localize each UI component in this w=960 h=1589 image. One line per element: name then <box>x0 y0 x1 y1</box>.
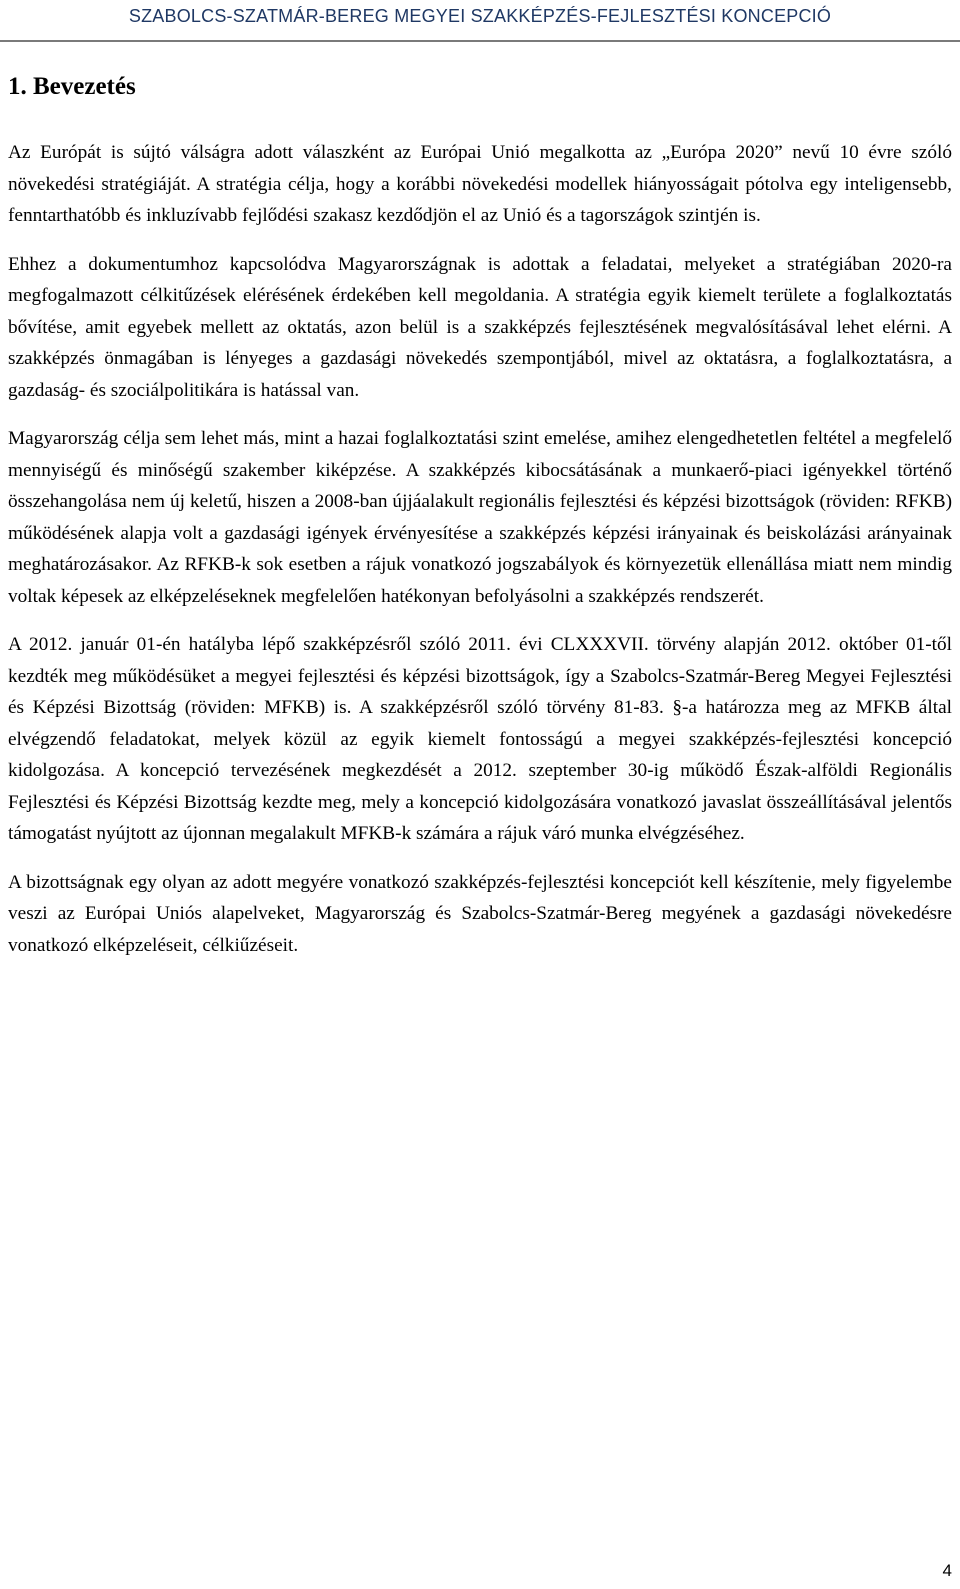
paragraph-2: Ehhez a dokumentumhoz kapcsolódva Magyarországnak is adottak a feladatai, melyeket a stratégiában 2020-ra megfogalmazott célkitűzések elérésének érdekében kell megoldania. A stratégia egyik kiemelt területe a foglalkoztatás bővítése, amit egyebek mellett az oktatás, azon belül is a szakképzés fejlesztésének megvalósításával lehet elérni. A szakképzés önmagában is lényeges a gazdasági növekedés szempontjából, mivel az oktatásra, a foglalkoztatásra, a gazdaság- és szociálpolitikára is hatással van. <box>8 253 952 401</box>
page-number: 4 <box>942 1561 952 1580</box>
paragraph-3: Magyarország célja sem lehet más, mint a hazai foglalkoztatási szint emelése, amihez elengedhetetlen feltétel a megfelelő mennyiségű és minőségű szakember kiképzése. A szakképzés kibocsátásának a munkaerő-piaci igényekkel történő összehangolása nem új keletű, hiszen a 2008-ban újjáalakult regionális fejlesztési és képzési bizottságok (röviden: RFKB) működésének alapja volt a gazdasági igények érvényesítése a szakképzés képzési irányainak és beiskolázási arányainak meghatározásakor. Az RFKB-k sok esetben a rájuk vonatkozó jogszabályok és környezetük ellenállása miatt nem mindig voltak képesek az elképzeléseknek megfelelően hatékonyan befolyásolni a szakképzés rendszerét. <box>8 428 952 607</box>
paragraph-1: Az Európát is sújtó válságra adott válaszként az Európai Unió megalkotta az „Európa 2020” nevű 10 évre szóló növekedési stratégiáját. A stratégia célja, hogy a korábbi növekedési modellek hiányosságait pótolva egy inteligensebb, fenntarthatóbb és inkluzívabb fejlődési szakasz kezdődjön el az Unió és a tagországok szintjén is. <box>8 142 952 226</box>
paragraph-5: A bizottságnak egy olyan az adott megyére vonatkozó szakképzés-fejlesztési koncepciót kell készítenie, mely figyelembe veszi az Európai Uniós alapelveket, Magyarország és Szabolcs-Szatmár-Bereg megyének a gazdasági növekedésre vonatkozó elképzeléseit, célkiűzéseit. <box>8 871 952 956</box>
section-title: 1. Bevezetés <box>8 73 136 100</box>
page-header: SZABOLCS-SZATMÁR-BEREG MEGYEI SZAKKÉPZÉS-FEJLESZTÉSI KONCEPCIÓ <box>128 6 832 26</box>
paragraph-4: A 2012. január 01-én hatályba lépő szakképzésről szóló 2011. évi CLXXXVII. törvény alapján 2012. október 01-től kezdték meg működésüket a megyei fejlesztési és képzési bizottságok, így a Szabolcs-Szatmár-Bereg Megyei Fejlesztési és Képzési Bizottság (röviden: MFKB) is. A szakképzésről szóló törvény 81-83. §-a határozza meg az MFKB által elvégzendő feladatokat, melyek közül az egyik kiemelt fontosságú a megyei szakképzés-fejlesztési koncepció kidolgozása. A koncepció tervezésének megkezdését a 2012. szeptember 30-ig működő Észak-alföldi Regionális Fejlesztési és Képzési Bizottság kezdte meg, mely a koncepció kidolgozására vonatkozó javaslat összeállításával jelentős támogatást nyújtott az újonnan megalakult MFKB-k számára a rájuk váró munka elvégzéséhez. <box>8 634 952 844</box>
header-divider <box>0 40 960 42</box>
document-body <box>0 72 960 978</box>
